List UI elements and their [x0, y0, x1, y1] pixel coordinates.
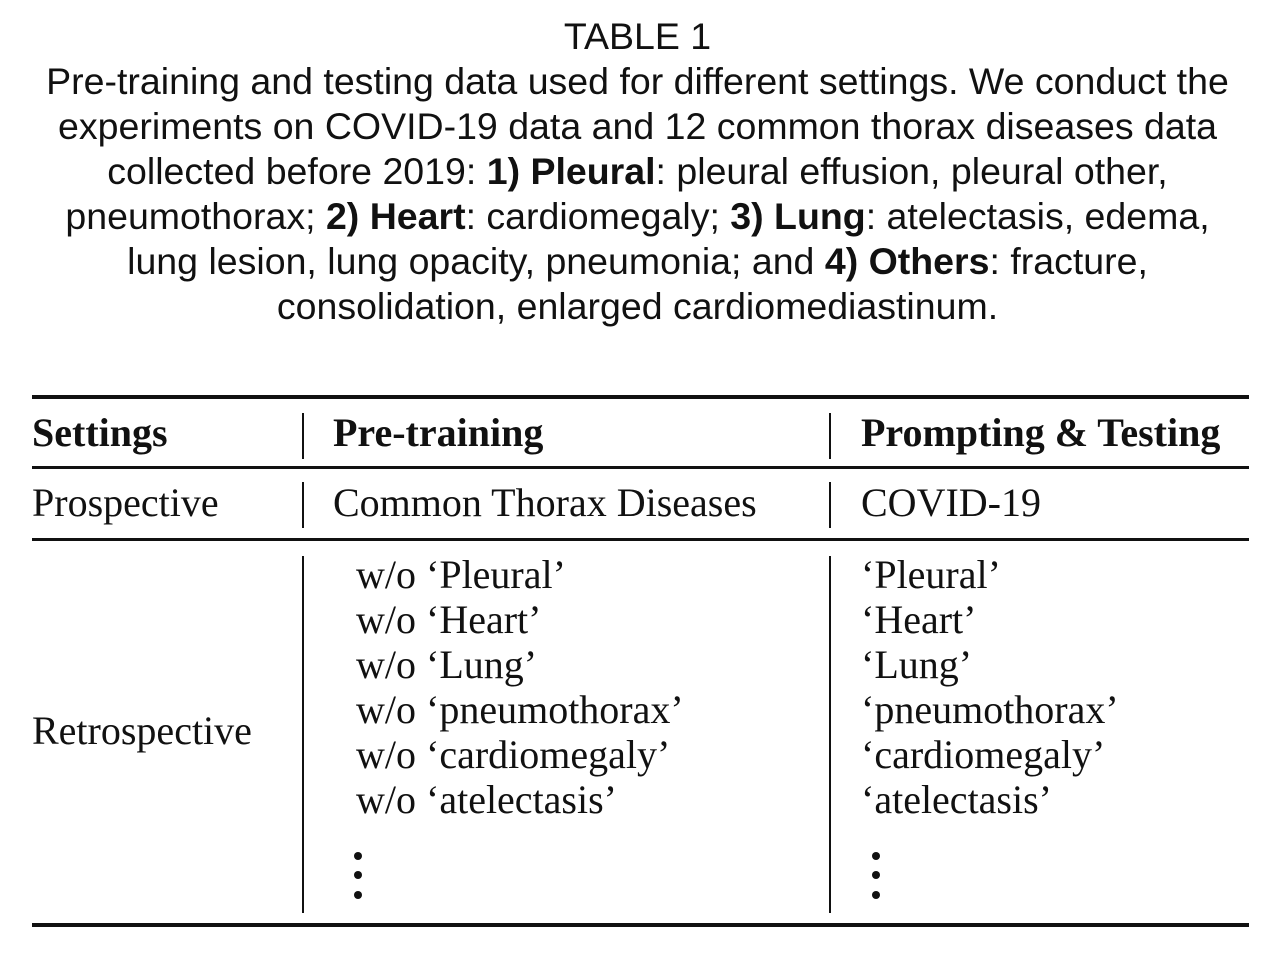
header-rule	[32, 466, 1249, 469]
group-label-pleural: 1) Pleural	[486, 150, 656, 192]
list-item: ‘atelectasis’	[861, 777, 1052, 822]
retrospective-pretraining-list	[356, 552, 684, 822]
group-label-heart: 2) Heart	[325, 195, 466, 237]
column-separator	[302, 413, 304, 459]
list-item: w/o ‘atelectasis’	[356, 777, 617, 822]
list-item: w/o ‘pneumothorax’	[356, 687, 684, 732]
column-separator	[829, 413, 831, 459]
table-caption	[0, 14, 1275, 329]
table-bottom-rule	[32, 923, 1249, 927]
table-title: TABLE 1	[563, 15, 712, 57]
setting-prospective: Prospective	[32, 480, 219, 525]
caption-line-5: lung lesion, lung opacity, pneumonia; and 4) Others: fracture,	[127, 240, 1148, 282]
header-pretraining: Pre-training	[333, 410, 544, 455]
prospective-testing: COVID-19	[861, 480, 1041, 525]
caption-line-1: Pre-training and testing data used for different settings. We conduct the	[46, 60, 1229, 102]
caption-line-6: consolidation, enlarged cardiomediastinum.	[276, 285, 999, 327]
header-settings: Settings	[32, 410, 168, 455]
row-separator-rule	[32, 538, 1249, 541]
setting-retrospective: Retrospective	[32, 708, 252, 753]
list-item: w/o ‘Pleural’	[356, 552, 566, 597]
list-item: w/o ‘Lung’	[356, 642, 538, 687]
list-item: ‘Heart’	[861, 597, 977, 642]
column-separator	[829, 482, 831, 528]
prospective-pretraining: Common Thorax Diseases	[333, 480, 757, 525]
caption-line-2: experiments on COVID-19 data and 12 common thorax diseases data	[58, 105, 1217, 147]
vertical-ellipsis-icon	[872, 852, 880, 902]
group-label-others: 4) Others	[824, 240, 990, 282]
vertical-ellipsis-icon	[354, 852, 362, 902]
list-item: w/o ‘Heart’	[356, 597, 542, 642]
list-item: ‘Pleural’	[861, 552, 1001, 597]
list-item: w/o ‘cardiomegaly’	[356, 732, 671, 777]
table-top-rule	[32, 395, 1249, 399]
column-separator	[302, 482, 304, 528]
column-separator	[829, 556, 831, 913]
retrospective-testing-list	[861, 552, 1119, 822]
list-item: ‘cardiomegaly’	[861, 732, 1106, 777]
list-item: ‘Lung’	[861, 642, 973, 687]
caption-line-4: pneumothorax; 2) Heart: cardiomegaly; 3) Lung: atelectasis, edema,	[65, 195, 1210, 237]
caption-line-3: collected before 2019: 1) Pleural: pleural effusion, pleural other,	[107, 150, 1168, 192]
column-separator	[302, 556, 304, 913]
list-item: ‘pneumothorax’	[861, 687, 1119, 732]
header-testing: Prompting & Testing	[861, 410, 1221, 455]
group-label-lung: 3) Lung	[730, 195, 866, 237]
